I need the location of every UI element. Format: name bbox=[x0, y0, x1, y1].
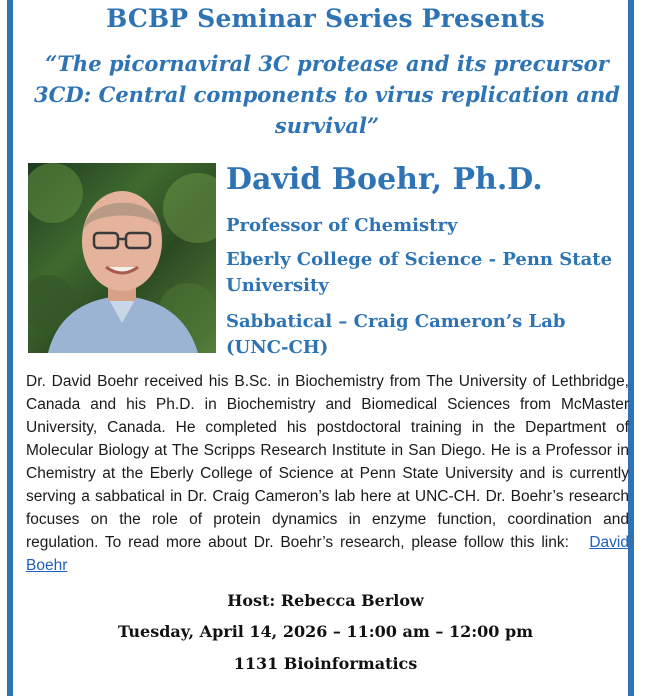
speaker-profile-link[interactable]: David Boehr bbox=[26, 534, 629, 574]
talk-title-line: “The picornaviral 3C protease and its precursor bbox=[45, 51, 609, 76]
event-host: Host: Rebecca Berlow bbox=[227, 591, 424, 610]
bio-text: Dr. David Boehr received his B.Sc. in Biochemistry from The University of Lethbridge, Canada and his Ph.D. in Biochemistry and Biomedical Sciences from McMaster University, Canada. He completed his postdoctoral training in the Department of Molecular Biology at The Scripps Research Institute in San Diego. He is a Professor in Chemistry at the Eberly College of Science at Penn State University and is currently serving a sabbatical in Dr. Craig Cameron’s lab here at UNC-CH. Dr. Boehr’s research focuses on the role of protein dynamics in enzyme function, coordination and regulation. To read more about Dr. Boehr’s research, please follow this link: bbox=[26, 373, 629, 551]
series-heading: BCBP Seminar Series Presents bbox=[106, 4, 545, 33]
event-location: 1131 Bioinformatics bbox=[233, 654, 418, 673]
sabbatical-line: (UNC-CH) bbox=[226, 337, 329, 358]
talk-title bbox=[32, 48, 622, 141]
speaker-affiliation bbox=[226, 247, 612, 299]
speaker-portrait bbox=[28, 163, 216, 353]
speaker-bio bbox=[26, 370, 629, 577]
speaker-name: David Boehr, Ph.D. bbox=[226, 162, 543, 197]
affiliation-line: University bbox=[226, 275, 329, 296]
event-datetime: Tuesday, April 14, 2026 – 11:00 am – 12:00 pm bbox=[117, 622, 534, 641]
sabbatical-line: Sabbatical – Craig Cameron’s Lab bbox=[226, 311, 566, 332]
speaker-sabbatical bbox=[226, 309, 565, 361]
talk-title-line: 3CD: Central components to virus replication and bbox=[34, 82, 620, 107]
speaker-info bbox=[226, 160, 613, 358]
affiliation-line: Eberly College of Science - Penn State bbox=[226, 249, 613, 270]
speaker-photo bbox=[28, 163, 216, 353]
speaker-position: Professor of Chemistry bbox=[226, 215, 458, 236]
talk-title-line: survival” bbox=[274, 113, 380, 138]
